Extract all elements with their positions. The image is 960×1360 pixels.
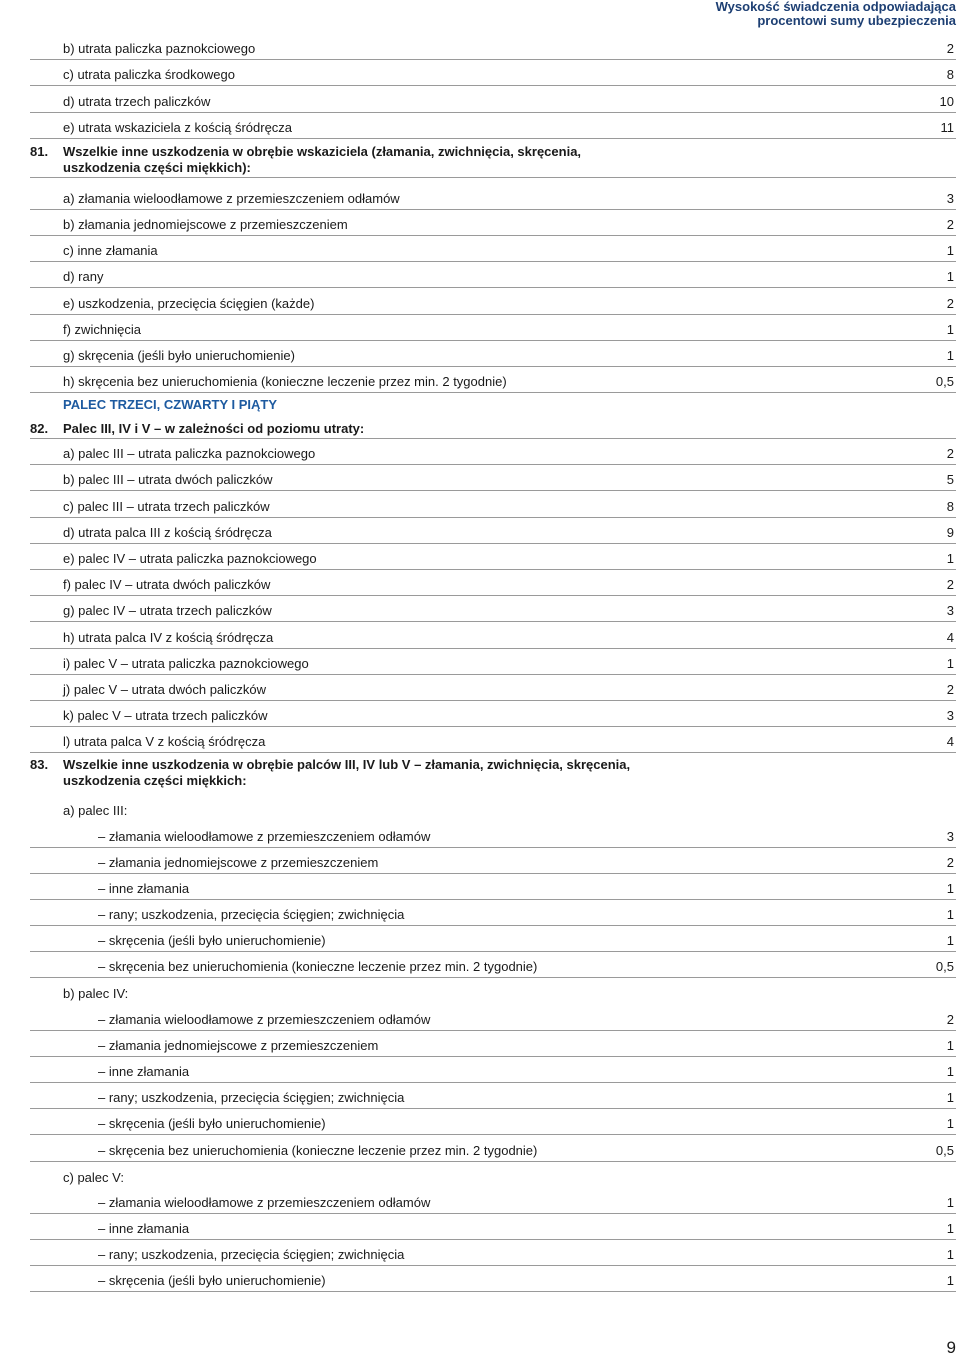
item-value: 0,5 <box>935 959 954 975</box>
list-item <box>30 1188 956 1214</box>
section-81-heading <box>30 139 956 178</box>
item-value: 2 <box>946 854 954 870</box>
item-value: 2 <box>946 1011 954 1027</box>
item-label: – inne złamania <box>98 880 190 896</box>
item-value: 4 <box>946 734 954 750</box>
list-item <box>30 439 956 465</box>
list-item <box>30 1083 956 1109</box>
item-value: 0,5 <box>935 1142 954 1158</box>
item-label: – rany; uszkodzenia, przecięcia ścięgien; zwichnięcia <box>98 1090 405 1106</box>
list-item <box>30 465 956 491</box>
list-item <box>30 1109 956 1135</box>
list-item <box>30 236 956 262</box>
item-label: l) utrata palca V z kością śródręcza <box>63 734 266 750</box>
item-value: 2 <box>946 41 954 57</box>
item-label: d) rany <box>63 269 104 285</box>
section-number: 81. <box>30 143 49 159</box>
list-item <box>30 113 956 139</box>
item-value: 1 <box>946 907 954 923</box>
list-item <box>30 288 956 314</box>
item-value: 2 <box>946 295 954 311</box>
item-value: 2 <box>946 681 954 697</box>
item-value: 2 <box>946 446 954 462</box>
item-value: 3 <box>946 708 954 724</box>
item-value: 5 <box>946 472 954 488</box>
item-label: – rany; uszkodzenia, przecięcia ścięgien; zwichnięcia <box>98 907 405 923</box>
document-content <box>30 34 956 1292</box>
list-item <box>30 900 956 926</box>
item-value: 1 <box>946 1273 954 1289</box>
item-value: 1 <box>946 347 954 363</box>
item-label: – złamania jednomiejscowe z przemieszczeniem <box>98 1037 379 1053</box>
item-label: f) zwichnięcia <box>63 321 142 337</box>
list-item <box>30 210 956 236</box>
item-label: b) utrata paliczka paznokciowego <box>63 41 256 57</box>
item-label: g) skręcenia (jeśli było unieruchomienie) <box>63 347 295 363</box>
item-value: 4 <box>946 629 954 645</box>
list-item <box>30 315 956 341</box>
list-item <box>30 649 956 675</box>
item-value: 2 <box>946 216 954 232</box>
item-label: c) inne złamania <box>63 243 158 259</box>
item-value: 1 <box>946 655 954 671</box>
item-label: – skręcenia bez unieruchomienia (konieczne leczenie przez min. 2 tygodnie) <box>98 959 538 975</box>
item-value: 2 <box>946 577 954 593</box>
section-title-line-1: Wszelkie inne uszkodzenia w obrębie wskaziciela (złamania, zwichnięcia, skręcenia, <box>63 143 582 159</box>
column-header-line-2: procentowi sumy ubezpieczenia <box>757 13 956 28</box>
item-value: 1 <box>946 269 954 285</box>
column-header <box>716 0 956 28</box>
item-value: 1 <box>946 1194 954 1210</box>
item-label: c) utrata paliczka środkowego <box>63 67 235 83</box>
item-value: 1 <box>946 1064 954 1079</box>
item-label: j) palec V – utrata dwóch paliczków <box>63 681 267 697</box>
subgroup-label: a) palec III: <box>63 803 128 819</box>
item-value: 3 <box>946 190 954 206</box>
item-label: – złamania wieloodłamowe z przemieszczeniem odłamów <box>98 1011 431 1027</box>
list-item <box>30 1057 956 1083</box>
item-value: 8 <box>946 498 954 514</box>
item-value: 1 <box>946 1247 954 1263</box>
item-label: – skręcenia (jeśli było unieruchomienie) <box>98 1273 326 1289</box>
item-label: – złamania jednomiejscowe z przemieszczeniem <box>98 854 379 870</box>
list-item <box>30 848 956 874</box>
item-value: 9 <box>946 524 954 540</box>
list-item <box>30 1031 956 1057</box>
subgroup-label: c) palec V: <box>63 1169 124 1185</box>
category-heading: PALEC TRZECI, CZWARTY I PIĄTY <box>63 397 278 413</box>
list-item <box>30 1135 956 1161</box>
item-label: h) utrata palca IV z kością śródręcza <box>63 629 274 645</box>
section-number: 83. <box>30 757 49 773</box>
item-label: b) palec III – utrata dwóch paliczków <box>63 472 273 488</box>
item-label: – skręcenia (jeśli było unieruchomienie) <box>98 1116 326 1132</box>
item-label: d) utrata palca III z kością śródręcza <box>63 524 272 540</box>
section-title-line-1: Wszelkie inne uszkodzenia w obrębie palców III, IV lub V – złamania, zwichnięcia, skręcenia, <box>63 757 631 773</box>
list-item <box>30 1004 956 1030</box>
subgroup-heading <box>30 1162 956 1188</box>
page-number: 9 <box>946 1338 956 1357</box>
item-label: i) palec V – utrata paliczka paznokciowego <box>63 655 309 671</box>
subgroup-heading <box>30 789 956 821</box>
list-item <box>30 821 956 847</box>
list-item <box>30 1240 956 1266</box>
list-item <box>30 926 956 952</box>
item-value: 1 <box>946 933 954 949</box>
item-value: 1 <box>946 551 954 566</box>
item-value: 3 <box>946 828 954 844</box>
item-value: 1 <box>946 1090 954 1106</box>
item-value: 1 <box>946 1220 954 1236</box>
list-item <box>30 952 956 978</box>
item-value: 10 <box>939 93 954 109</box>
subgroup-label: b) palec IV: <box>63 986 129 1002</box>
list-item <box>30 1214 956 1240</box>
list-item <box>30 262 956 288</box>
item-label: f) palec IV – utrata dwóch paliczków <box>63 577 271 593</box>
item-value: 1 <box>946 243 954 259</box>
item-label: e) uszkodzenia, przecięcia ścięgien (każde) <box>63 295 315 311</box>
list-item <box>30 34 956 60</box>
item-value: 8 <box>946 67 954 83</box>
item-label: e) utrata wskaziciela z kością śródręcza <box>63 119 293 135</box>
item-label: – inne złamania <box>98 1220 190 1236</box>
subgroup-heading <box>30 978 956 1004</box>
item-value: 1 <box>946 880 954 896</box>
list-item <box>30 491 956 517</box>
item-value: 0,5 <box>935 374 954 390</box>
item-label: – inne złamania <box>98 1064 190 1079</box>
list-item <box>30 518 956 544</box>
item-label: – rany; uszkodzenia, przecięcia ścięgien; zwichnięcia <box>98 1247 405 1263</box>
section-title-line-1: Palec III, IV i V – w zależności od poziomu utraty: <box>63 421 365 437</box>
list-item <box>30 341 956 367</box>
item-label: a) palec III – utrata paliczka paznokciowego <box>63 446 316 462</box>
item-label: k) palec V – utrata trzech paliczków <box>63 708 268 724</box>
item-label: – skręcenia bez unieruchomienia (konieczne leczenie przez min. 2 tygodnie) <box>98 1142 538 1158</box>
list-item <box>30 596 956 622</box>
column-header-line-1: Wysokość świadczenia odpowiadająca <box>715 0 956 14</box>
item-label: – złamania wieloodłamowe z przemieszczeniem odłamów <box>98 1194 431 1210</box>
section-title-line-2: uszkodzenia części miękkich: <box>63 773 247 789</box>
item-value: 1 <box>946 321 954 337</box>
list-item <box>30 367 956 393</box>
item-label: d) utrata trzech paliczków <box>63 93 211 109</box>
list-item <box>30 86 956 112</box>
list-item <box>30 727 956 753</box>
section-number: 82. <box>30 421 49 437</box>
list-item <box>30 701 956 727</box>
item-label: a) złamania wieloodłamowe z przemieszczeniem odłamów <box>63 190 400 206</box>
list-item <box>30 622 956 648</box>
item-label: b) złamania jednomiejscowe z przemieszczeniem <box>63 216 348 232</box>
item-value: 3 <box>946 603 954 619</box>
item-value: 11 <box>940 119 954 135</box>
list-item <box>30 60 956 86</box>
list-item <box>30 1266 956 1292</box>
list-item <box>30 178 956 210</box>
section-83-heading <box>30 753 956 789</box>
item-label: h) skręcenia bez unieruchomienia (konieczne leczenie przez min. 2 tygodnie) <box>63 374 507 390</box>
list-item <box>30 570 956 596</box>
item-label: e) palec IV – utrata paliczka paznokciowego <box>63 551 317 566</box>
item-value: 1 <box>946 1116 954 1132</box>
item-label: – skręcenia (jeśli było unieruchomienie) <box>98 933 326 949</box>
list-item <box>30 544 956 570</box>
section-title-line-2: uszkodzenia części miękkich): <box>63 159 251 175</box>
section-82-heading <box>30 417 956 439</box>
list-item <box>30 675 956 701</box>
list-item <box>30 874 956 900</box>
item-label: g) palec IV – utrata trzech paliczków <box>63 603 272 619</box>
item-value: 1 <box>946 1037 954 1053</box>
item-label: c) palec III – utrata trzech paliczków <box>63 498 270 514</box>
item-label: – złamania wieloodłamowe z przemieszczeniem odłamów <box>98 828 431 844</box>
